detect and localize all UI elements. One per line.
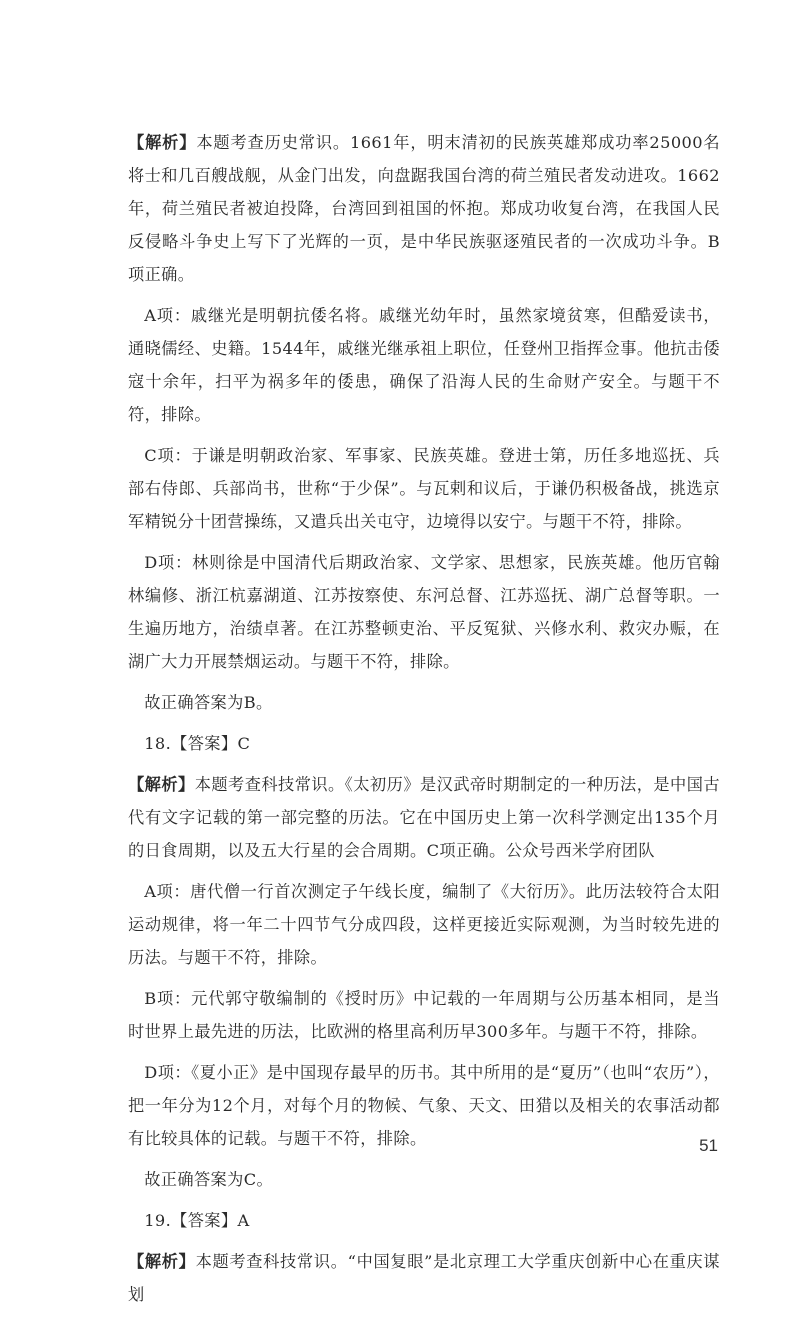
paragraph-option-d — [128, 1056, 720, 1155]
paragraph-text: A项：唐代僧一行首次测定子午线长度，编制了《大衍历》。此历法较符合太阳运动规律，将一年二十四节气分成四段，这样更接近实际观测，为当时较先进的历法。与题干不符，排除。 — [128, 882, 720, 967]
paragraph-text: A项：戚继光是明朝抗倭名将。戚继光幼年时，虽然家境贫寒，但酷爱读书，通晓儒经、史籍。1544年，戚继光继承祖上职位，任登州卫指挥佥事。他抗击倭寇十余年，扫平为祸多年的倭患，确保了沿海人民的生命财产安全。与题干不符，排除。 — [128, 306, 720, 424]
paragraph-text: D项：林则徐是中国清代后期政治家、文学家、思想家，民族英雄。他历官翰林编修、浙江杭嘉湖道、江苏按察使、东河总督、江苏巡抚、湖广总督等职。一生遍历地方，治绩卓著。在江苏整顿吏治、平反冤狱、兴修水利、救灾办赈，在湖广大力开展禁烟运动。与题干不符，排除。 — [128, 553, 720, 671]
paragraph-analysis-18 — [128, 768, 720, 867]
paragraph-option-a — [128, 875, 720, 974]
analysis-tag: 【解析】 — [128, 133, 197, 152]
paragraph-text: D项：《夏小正》是中国现存最早的历书。其中所用的是“夏历”（也叫“农历”），把一年分为12个月，对每个月的物候、气象、天文、田猎以及相关的农事活动都有比较具体的记载。与题干不符，排除。 — [128, 1063, 720, 1148]
analysis-tag: 【解析】 — [128, 775, 195, 794]
paragraph-analysis-19 — [128, 1245, 720, 1311]
paragraph-text: 本题考查历史常识。1661年，明末清初的民族英雄郑成功率25000名将士和几百艘战舰，从金门出发，向盘踞我国台湾的荷兰殖民者发动进攻。1662年，荷兰殖民者被迫投降，台湾回到祖国的怀抱。郑成功收复台湾，在我国人民反侵略斗争史上写下了光辉的一页，是中华民族驱逐殖民者的一次成功斗争。B项正确。 — [128, 133, 720, 284]
page-number: 51 — [699, 1136, 718, 1155]
paragraph-text: C项：于谦是明朝政治家、军事家、民族英雄。登进士第，历任多地巡抚、兵部右侍郎、兵部尚书，世称“于少保”。与瓦剌和议后，于谦仍积极备战，挑选京军精锐分十团营操练，又遣兵出关屯守，边境得以安宁。与题干不符，排除。 — [128, 446, 720, 531]
paragraph-option-a — [128, 299, 720, 431]
paragraph-option-b — [128, 982, 720, 1048]
paragraph-answer-19 — [128, 1204, 720, 1237]
paragraph-conclusion — [128, 1163, 720, 1196]
paragraph-text: 本题考查科技常识。《太初历》是汉武帝时期制定的一种历法，是中国古代有文字记载的第一部完整的历法。它在中国历史上第一次科学测定出135个月的日食周期，以及五大行星的会合周期。C项正确。公众号西米学府团队 — [128, 775, 720, 860]
paragraph-text: 18.【答案】C — [144, 734, 251, 753]
paragraph-option-d — [128, 546, 720, 678]
paragraph-text: 故正确答案为B。 — [144, 693, 273, 712]
analysis-tag: 【解析】 — [128, 1252, 196, 1271]
paragraph-analysis-17 — [128, 126, 720, 291]
paragraph-text: 故正确答案为C。 — [144, 1170, 274, 1189]
paragraph-option-c — [128, 439, 720, 538]
paragraph-text: B项：元代郭守敬编制的《授时历》中记载的一年周期与公历基本相同，是当时世界上最先进的历法，比欧洲的格里高利历早300多年。与题干不符，排除。 — [128, 989, 720, 1041]
paragraph-text: 19.【答案】A — [144, 1211, 250, 1230]
paragraph-answer-18 — [128, 727, 720, 760]
paragraph-text: 本题考查科技常识。“中国复眼”是北京理工大学重庆创新中心在重庆谋划 — [128, 1252, 720, 1304]
paragraph-conclusion — [128, 686, 720, 719]
page-body — [128, 126, 720, 1319]
